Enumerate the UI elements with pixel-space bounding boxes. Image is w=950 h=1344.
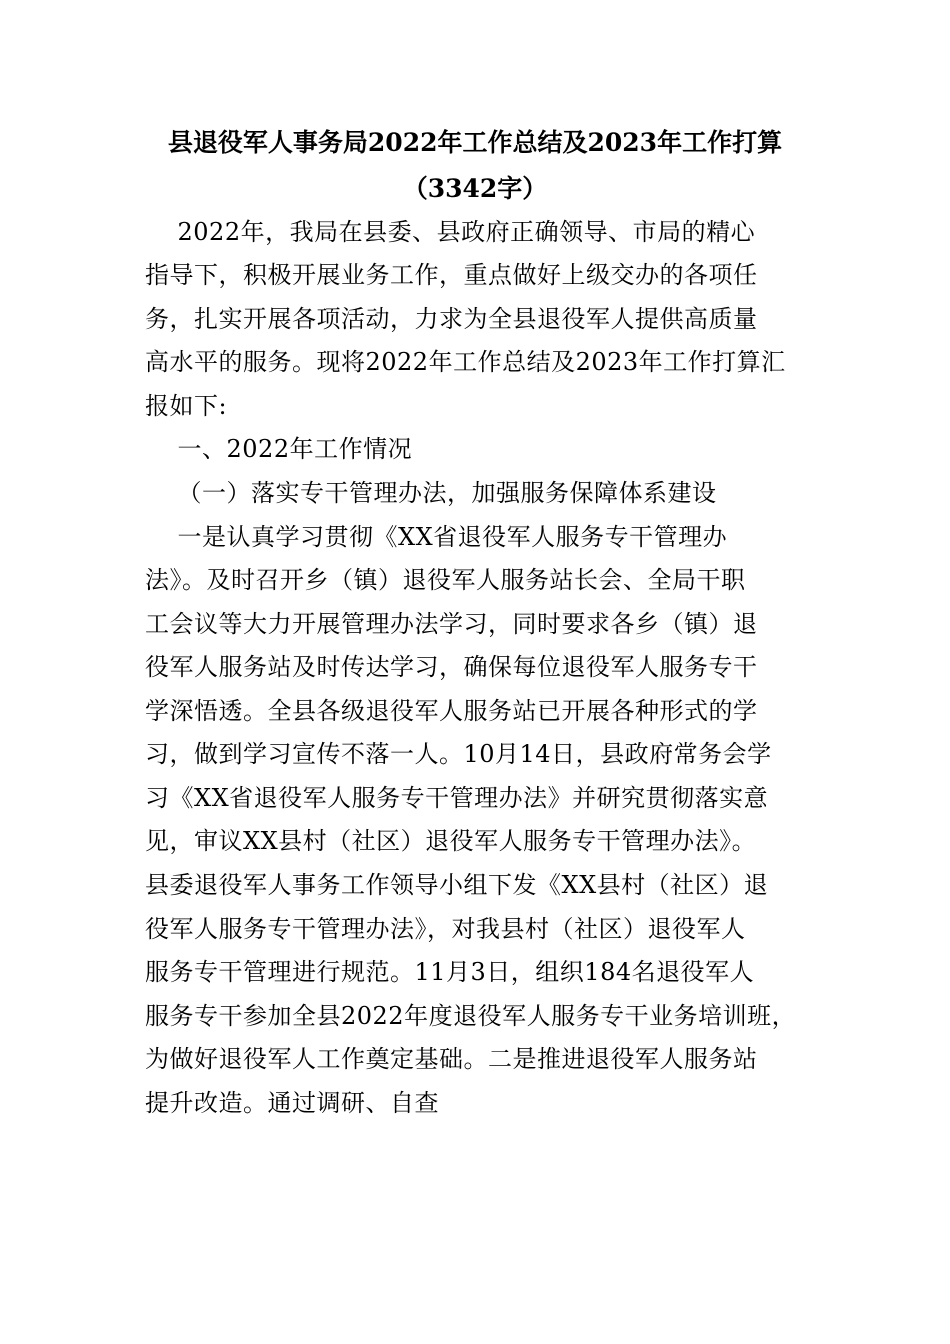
body-line: 习，做到学习宣传不落一人。10月14日，县政府常务会学 xyxy=(145,740,772,768)
body-line: 高水平的服务。现将2022年工作总结及2023年工作打算汇 xyxy=(145,348,786,376)
body-line: 2022年，我局在县委、县政府正确领导、市局的精心 xyxy=(145,218,756,246)
body-line: 服务专干参加全县2022年度退役军人服务专干业务培训班， xyxy=(145,1002,797,1030)
body-line: 工会议等大力开展管理办法学习，同时要求各乡（镇）退 xyxy=(145,610,758,638)
body-line: 县委退役军人事务工作领导小组下发《XX县村（社区）退 xyxy=(145,871,769,899)
body-line: 法》。及时召开乡（镇）退役军人服务站长会、全局干职 xyxy=(145,566,746,594)
body-line: 役军人服务专干管理办法》，对我县村（社区）退役军人 xyxy=(145,915,746,943)
body-line: 提升改造。通过调研、自查 xyxy=(145,1089,439,1117)
document-title: 县退役军人事务局2022年工作总结及2023年工作打算 xyxy=(167,128,783,157)
body-line: 一是认真学习贯彻《XX省退役军人服务专干管理办 xyxy=(145,523,728,551)
body-line: 指导下，积极开展业务工作，重点做好上级交办的各项任 xyxy=(145,261,758,289)
body-line: 为做好退役军人工作奠定基础。二是推进退役军人服务站 xyxy=(145,1045,758,1073)
body-line: 见，审议XX县村（社区）退役军人服务专干管理办法》。 xyxy=(145,827,757,855)
document-subtitle-word-count: （3342字） xyxy=(402,174,548,203)
section-heading: 一、2022年工作情况 xyxy=(145,435,413,463)
body-line: 习《XX省退役军人服务专干管理办法》并研究贯彻落实意 xyxy=(145,784,769,812)
body-line: 役军人服务站及时传达学习，确保每位退役军人服务专干 xyxy=(145,653,758,681)
body-line: 报如下: xyxy=(145,392,228,420)
body-line: 务，扎实开展各项活动，力求为全县退役军人提供高质量 xyxy=(145,305,758,333)
body-line: 服务专干管理进行规范。11月3日，组织184名退役军人 xyxy=(145,958,755,986)
body-line: 学深悟透。全县各级退役军人服务站已开展各种形式的学 xyxy=(145,697,758,725)
subsection-heading: （一）落实专干管理办法，加强服务保障体系建设 xyxy=(145,479,717,507)
